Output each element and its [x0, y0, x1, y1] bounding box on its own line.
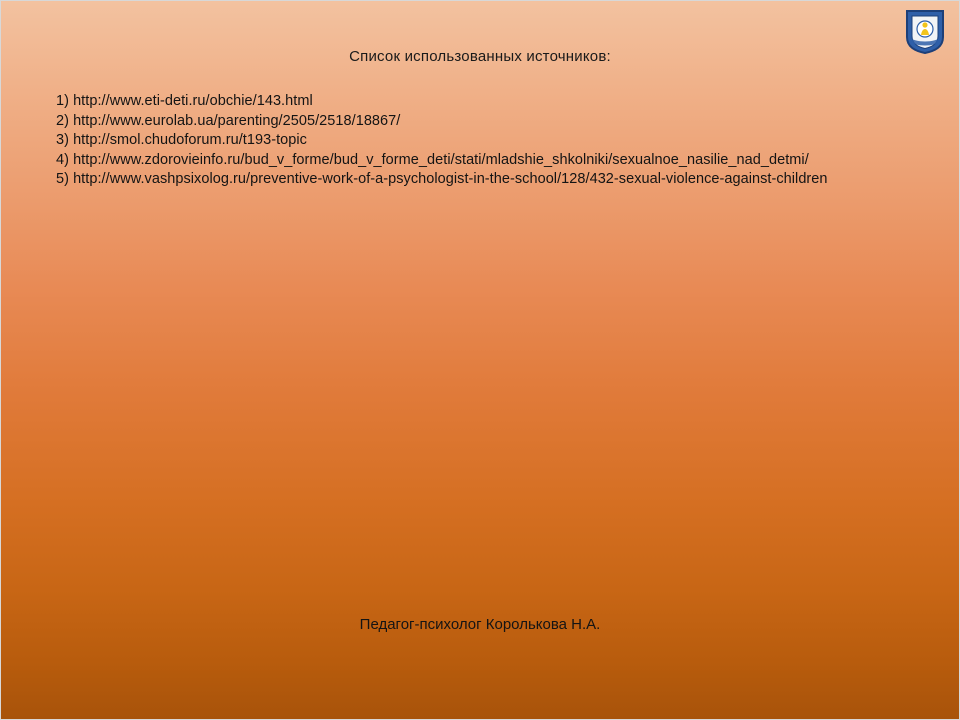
list-item: 2) http://www.eurolab.ua/parenting/2505/2518/18867/	[56, 112, 401, 129]
author-credit: Педагог-психолог Королькова Н.А.	[359, 616, 601, 633]
list-item: 5) http://www.vashpsixolog.ru/preventive-work-of-a-psychologist-in-the-school/128/432-sexual-violence-against-children	[56, 171, 828, 187]
sources-list	[56, 92, 939, 190]
page-title: Список использованных источников:	[349, 48, 611, 65]
list-item: 1) http://www.eti-deti.ru/obchie/143.html	[56, 93, 313, 109]
list-item: 4) http://www.zdorovieinfo.ru/bud_v_forme/bud_v_forme_deti/stati/mladshie_shkolniki/sexualnoe_nasilie_nad_detmi/	[56, 151, 809, 168]
list-item: 3) http://smol.chudoforum.ru/t193-topic	[56, 132, 307, 148]
